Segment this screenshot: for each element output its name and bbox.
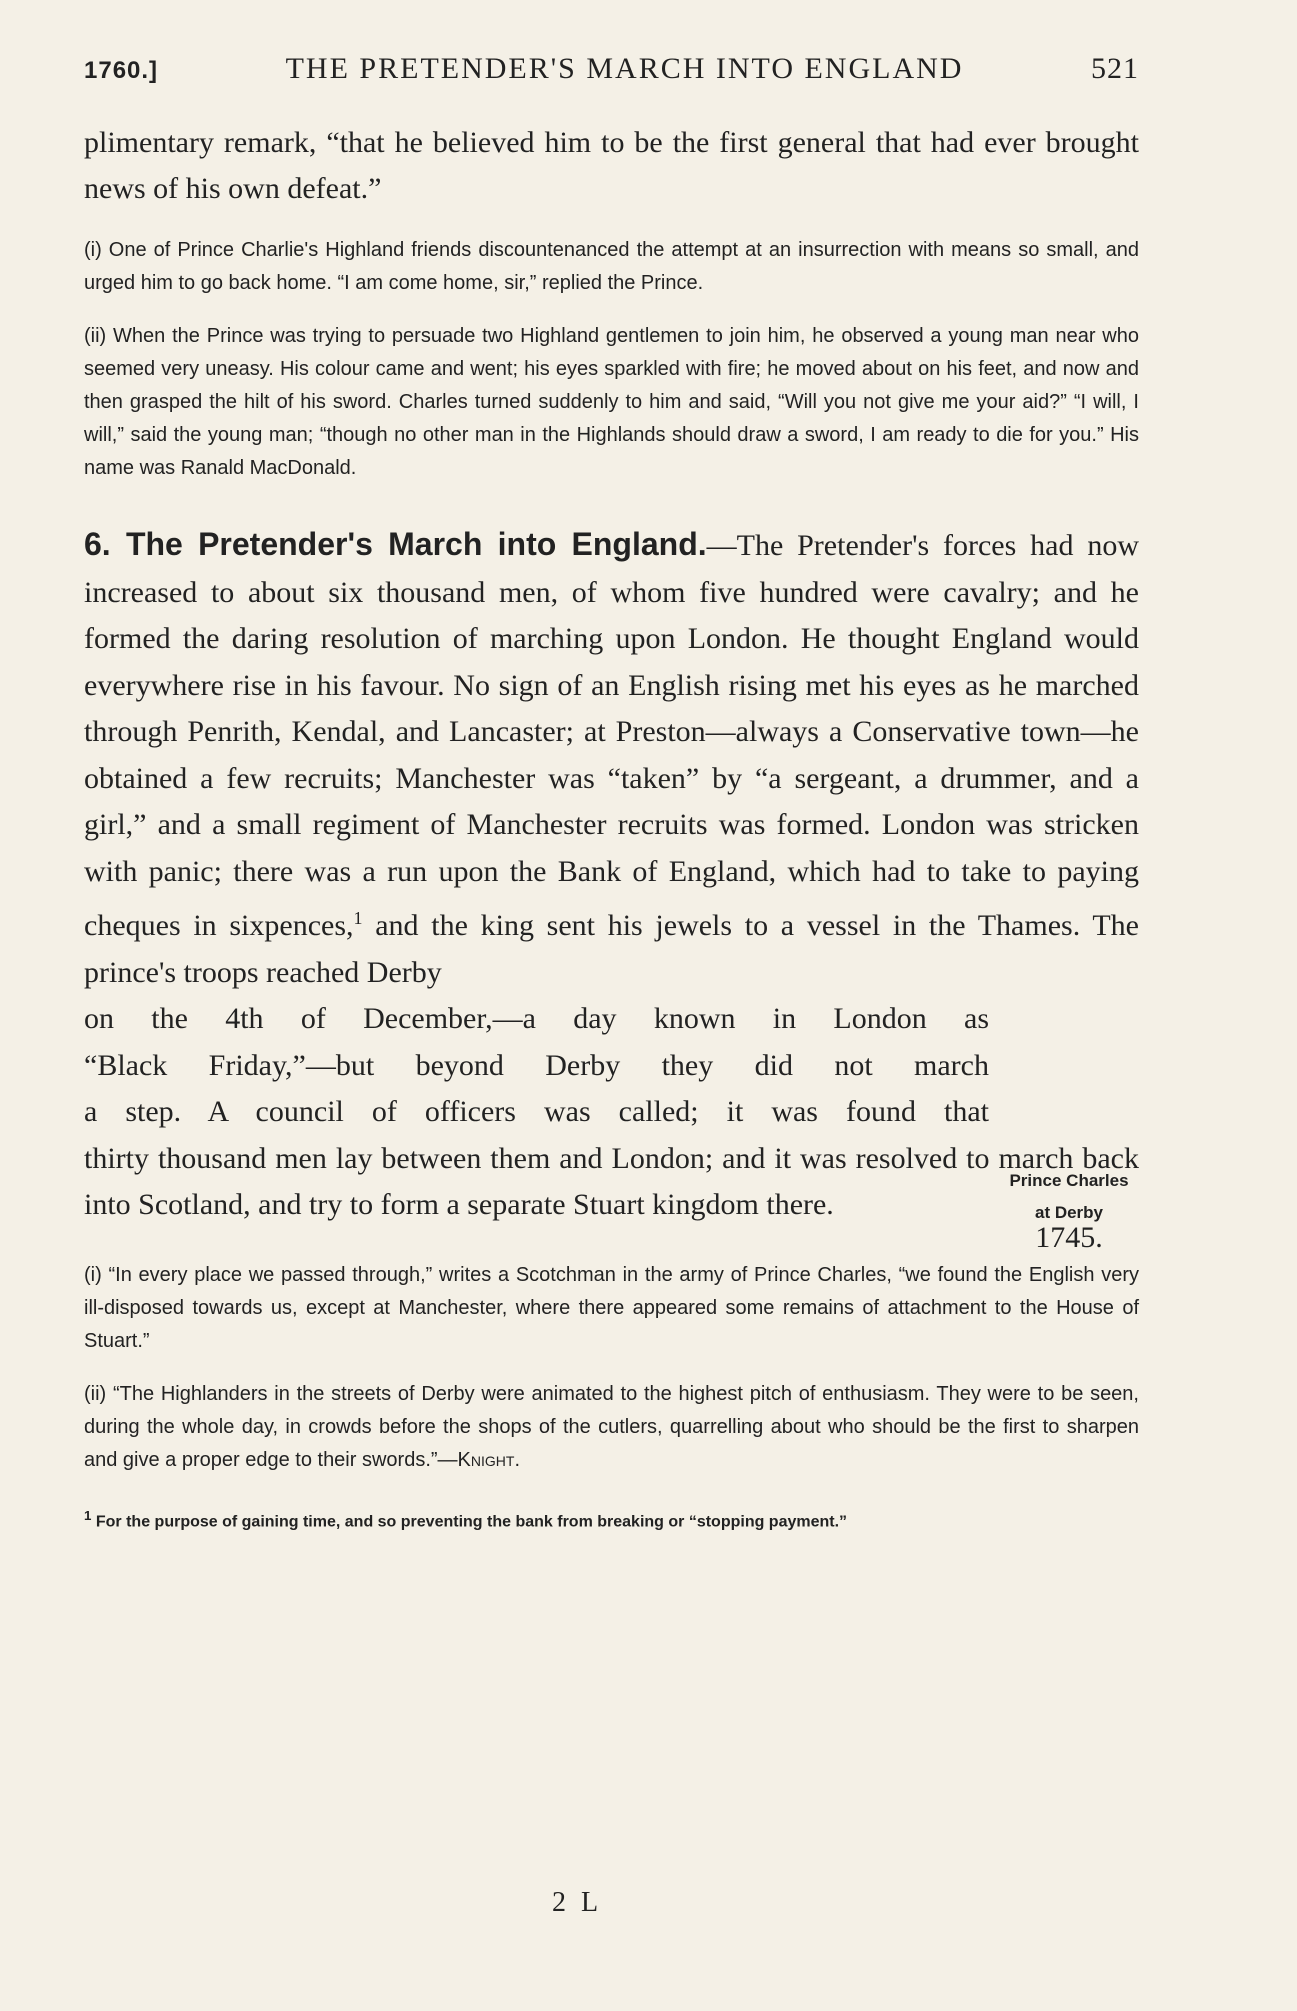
footnote-mark: 1 xyxy=(84,1507,92,1523)
margin-note-line-2: at Derby xyxy=(1034,1203,1104,1222)
page-number: 521 xyxy=(1091,52,1139,85)
section-paragraph xyxy=(84,521,1139,996)
note-b-2-text: (ii) “The Highlanders in the streets of Derby were animated to the highest pitch of enthusiasm. They were to be seen, during the whole day, in crowds before the shops of the cutlers, quarrelling about who should be the first to sharpen and give a proper edge to their swords.”— xyxy=(84,1382,1139,1471)
header-title: THE PRETENDER'S MARCH INTO ENGLAND xyxy=(285,52,964,85)
note-b-2 xyxy=(84,1378,1139,1477)
section-heading: 6. The Pretender's March into England. xyxy=(84,526,707,562)
header-year: 1760.] xyxy=(84,57,159,84)
section-short-lines xyxy=(84,996,1139,1136)
section-line-b: “Black Friday,”—but beyond Derby they did not march xyxy=(84,1048,989,1082)
running-head xyxy=(84,52,1139,102)
section-text-3: thirty thousand men lay between them and London; and it was resolved to march back into Scotland, and try to form a separate Stuart kingdom there. xyxy=(84,1141,1139,1221)
margin-note-year: 1745. xyxy=(1035,1221,1103,1254)
footnote-text: For the purpose of gaining time, and so preventing the bank from breaking or “stopping payment.” xyxy=(95,1512,848,1530)
margin-note xyxy=(999,1171,1139,1255)
footnote-ref: 1 xyxy=(353,908,363,928)
signature-mark: 2 L xyxy=(552,1887,603,1918)
note-b-2-author: Knight. xyxy=(457,1448,520,1471)
page xyxy=(84,52,1139,1535)
note-b-1: (i) “In every place we passed through,” writes a Scotchman in the army of Prince Charles, “we found the English very ill-disposed towards us, except at Manchester, where there appeared some remains of attachment to the House of Stuart.” xyxy=(84,1263,1139,1352)
section-text-1: —The Pretender's forces had now increased to about six thousand men, of whom five hundred were cavalry; and he formed the daring resolution of marching upon London. He thought England would everywhere rise in his favour. No sign of an English rising met his eyes as he marched through Penrith, Kendal, and Lancaster; at Preston—always a Conservative town—he obtained a few recruits; Manchester was “taken” by “a sergeant, a drummer, and a girl,” and a small regiment of Manchester recruits was formed. London was stricken with panic; there was a run upon the Bank of England, which had to take to paying cheques in sixpences, xyxy=(84,529,1139,942)
footnote xyxy=(84,1503,1139,1535)
section-text-2: and the king sent his jewels to a vessel in the Thames. The prince's troops reached Derby xyxy=(84,909,1140,989)
notes-block-a xyxy=(84,234,1139,485)
note-a-1: (i) One of Prince Charlie's Highland friends discountenanced the attempt at an insurrection with means so small, and urged him to go back home. “I am come home, sir,” replied the Prince. xyxy=(84,239,1139,294)
margin-note-line-1: Prince Charles xyxy=(1009,1171,1129,1190)
section-6 xyxy=(84,521,1140,1254)
notes-block-b xyxy=(84,1259,1139,1477)
section-line-a: on the 4th of December,—a day known in London as xyxy=(84,1002,989,1035)
intro-paragraph: plimentary remark, “that he believed him to be the first general that had ever brought news of his own defeat.” xyxy=(84,126,1139,205)
note-a-2: (ii) When the Prince was trying to persuade two Highland gentlemen to join him, he observed a young man near who seemed very uneasy. His colour came and went; his eyes sparkled with fire; he moved about on his feet, and now and then grasped the hilt of his sword. Charles turned suddenly to him and said, “Will you not give me your aid?” “I will, I will,” said the young man; “though no other man in the Highlands should draw a sword, I am ready to die for you.” His name was Ranald MacDonald. xyxy=(84,325,1139,479)
section-line-c: a step. A council of officers was called; it was found that xyxy=(84,1095,989,1128)
